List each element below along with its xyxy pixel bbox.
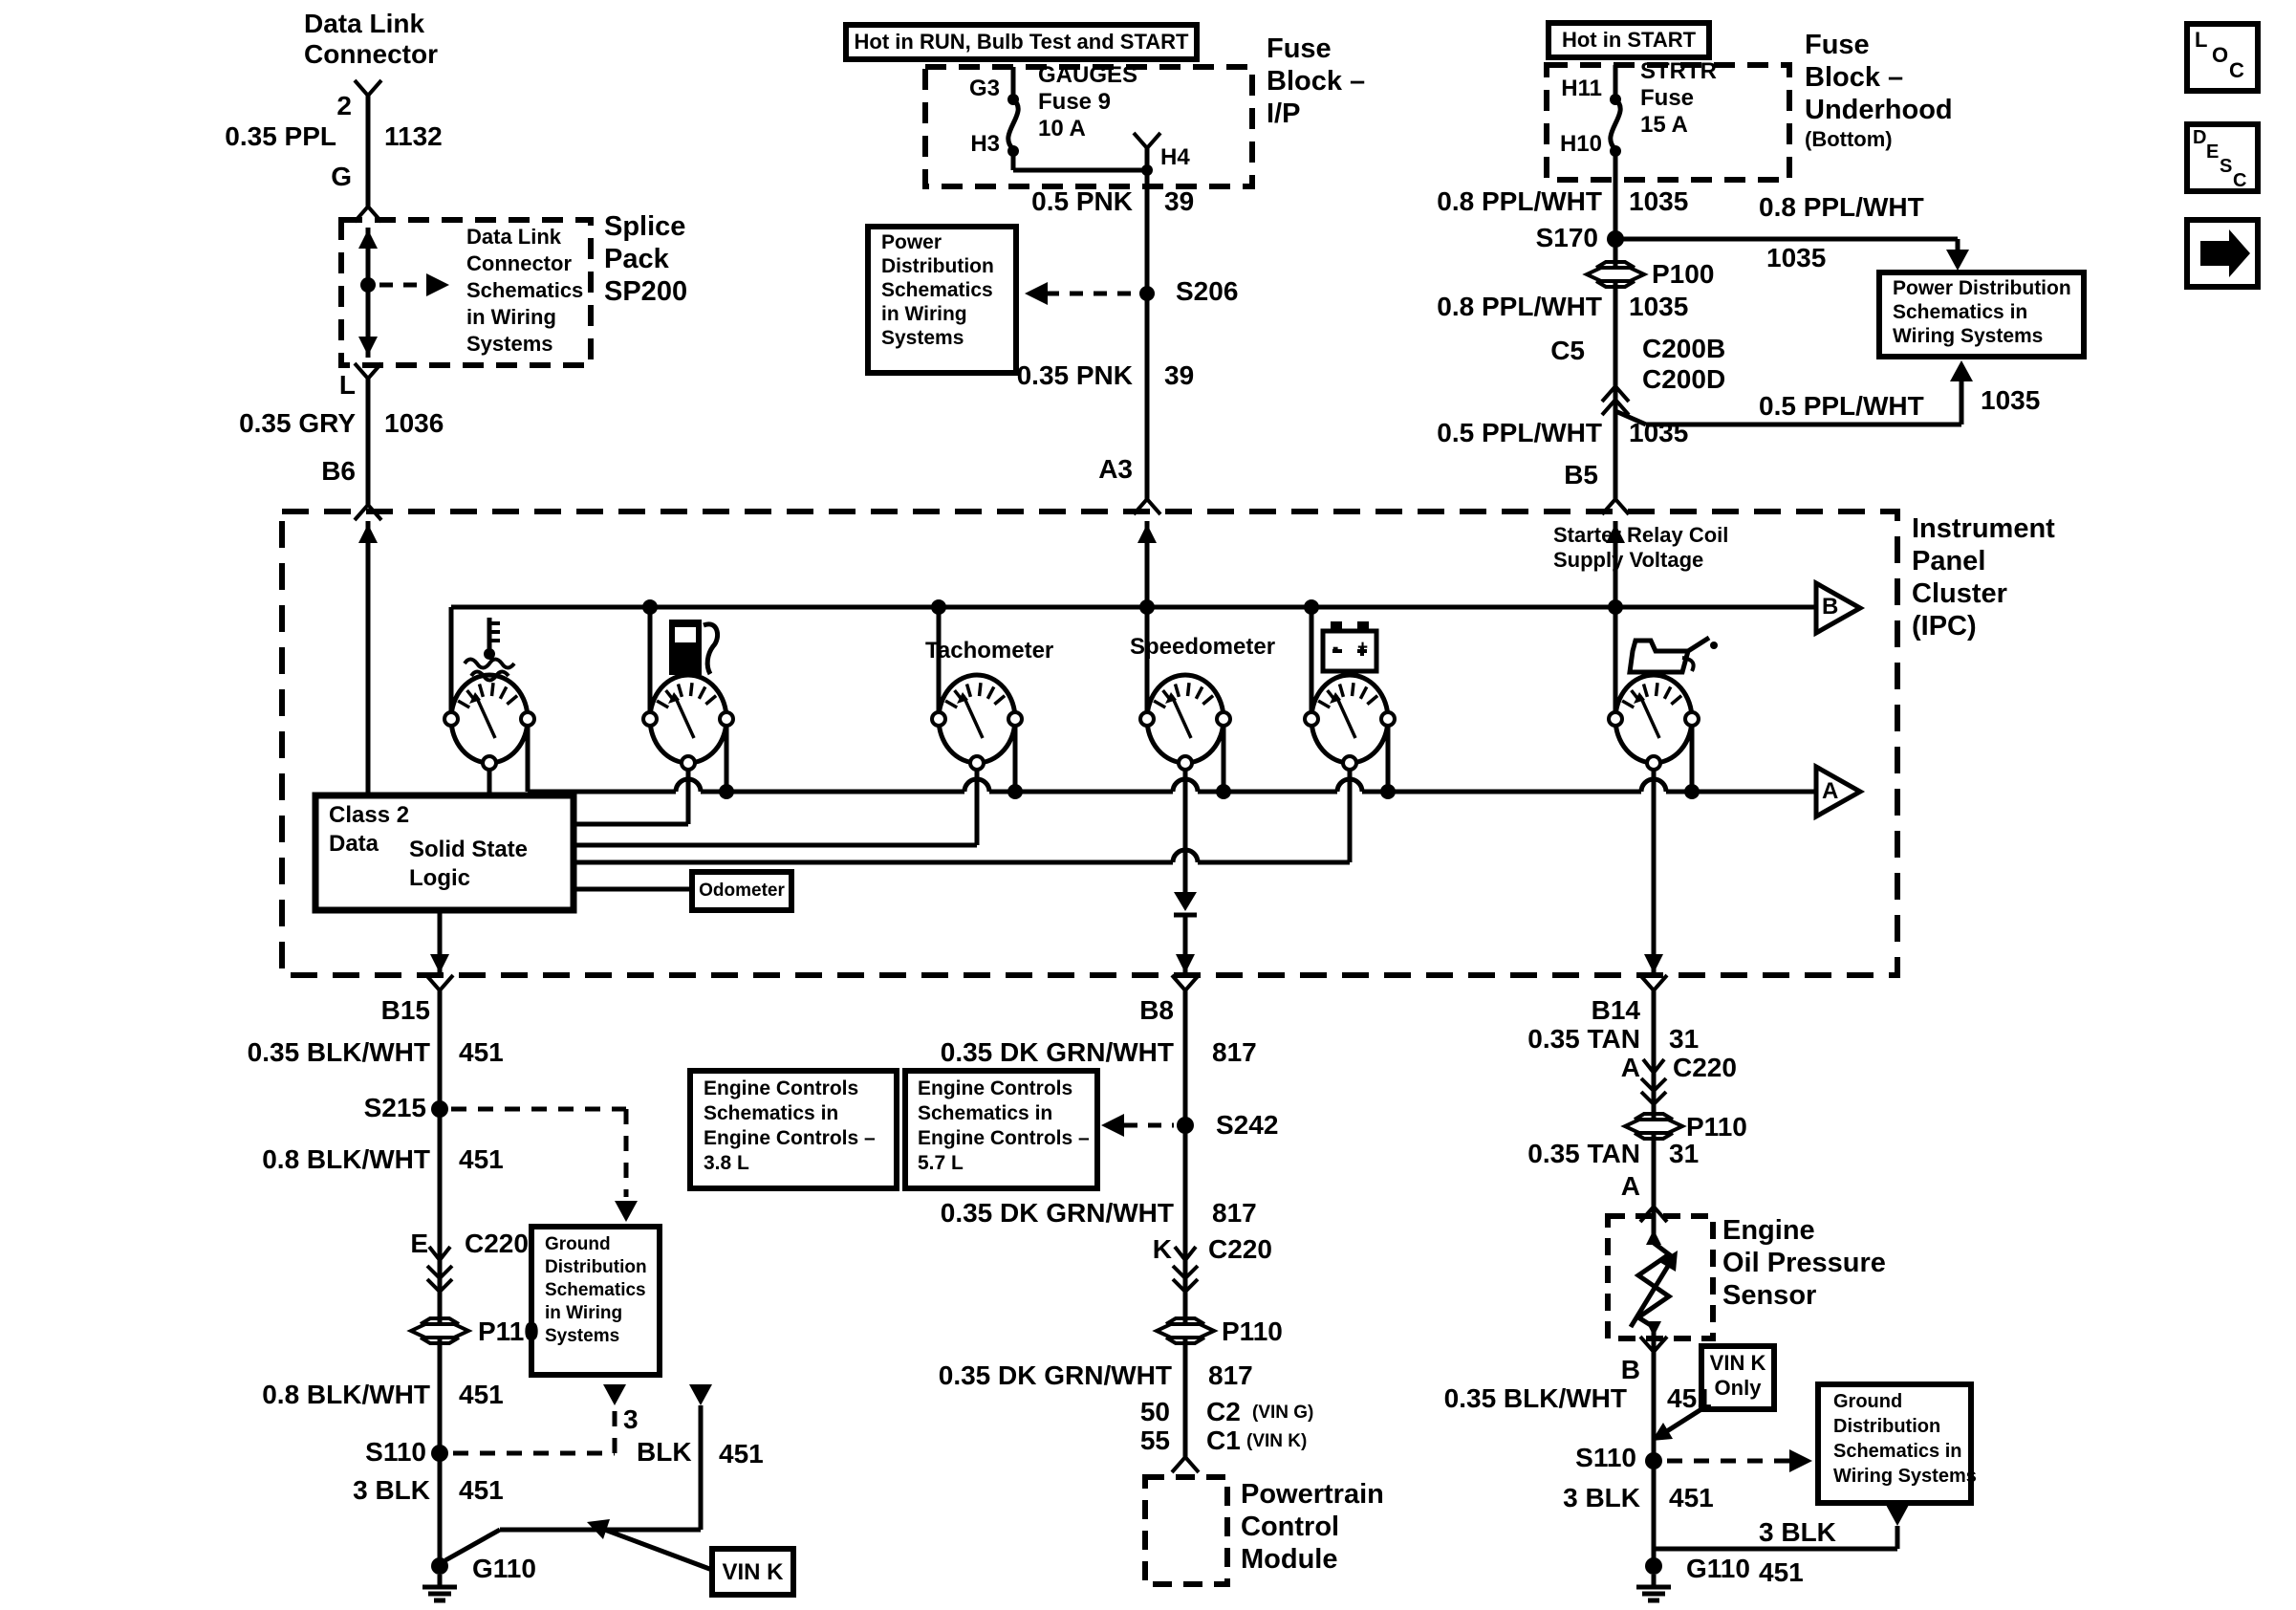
fuel-gauge — [643, 675, 733, 770]
schematic-ref-text: Data Link — [466, 225, 562, 249]
odometer-label: Odometer — [699, 881, 785, 901]
ipc-label: (IPC) — [1912, 611, 1977, 642]
pin-label: E — [410, 1229, 428, 1258]
splice-label: S110 — [365, 1437, 426, 1467]
schematic-ref-text: Power — [881, 231, 942, 253]
schematic-ref-text: in Wiring — [545, 1303, 623, 1323]
schematic-ref-text: Systems — [881, 327, 964, 349]
component-ref-label: Module — [1241, 1544, 1338, 1575]
fuel-pump-icon — [669, 620, 718, 675]
circuit-id-label: 817 — [1212, 1037, 1257, 1067]
circuit-id-label: 451 — [1759, 1557, 1804, 1587]
schematic-ref-text: Schematics in — [704, 1102, 839, 1124]
wire-size-label: 0.35 PNK — [1016, 360, 1133, 390]
schematic-ref-text: Distribution — [1833, 1416, 1941, 1437]
ipc-internals — [315, 521, 1860, 975]
wire-size-label: 0.8 PPL/WHT — [1759, 192, 1924, 222]
component-ref-label: Pack — [604, 244, 669, 274]
schematic-ref-text: Systems — [466, 332, 553, 356]
connector-id-label: C2 — [1206, 1397, 1241, 1426]
splice-label: S206 — [1176, 276, 1239, 306]
pin-label: B8 — [1139, 995, 1174, 1025]
circuit-id-label: 39 — [1164, 186, 1195, 216]
pin-label: A — [1620, 1053, 1640, 1082]
circuit-id-label: 31 — [1669, 1024, 1700, 1054]
vin-note-label: VIN K — [1709, 1351, 1766, 1375]
pin-label: A — [1620, 1171, 1640, 1201]
circuit-id-label: 1036 — [384, 408, 444, 438]
wire-size-label: 0.5 PNK — [1031, 186, 1133, 216]
loc-icon: O — [2212, 43, 2229, 67]
desc-icon: D — [2193, 127, 2207, 148]
connector-id-label: C1 — [1206, 1425, 1241, 1455]
schematic-ref-text: Schematics — [545, 1280, 646, 1300]
circuit-id-label: 1035 — [1629, 186, 1689, 216]
block-label: I/P — [1267, 98, 1301, 129]
component-ref-label: SP200 — [604, 276, 688, 307]
wire-size-label: BLK — [637, 1437, 692, 1467]
pin-label: H11 — [1561, 76, 1602, 101]
circuit-id-label: 451 — [459, 1037, 504, 1067]
wire-size-label: 0.35 DK GRN/WHT — [940, 1037, 1174, 1067]
block-label: Block – — [1267, 66, 1366, 97]
wire-size-label: 3 BLK — [353, 1475, 430, 1505]
splice-label: S170 — [1535, 223, 1598, 252]
schematic-ref-text: Wiring Systems — [1893, 325, 2044, 347]
signal-label: Supply Voltage — [1553, 548, 1704, 572]
connector-id-label: C220 — [465, 1229, 529, 1258]
coolant-temp-icon — [465, 618, 514, 681]
banner-text: Hot in START — [1561, 28, 1697, 52]
schematic-ref-text: Schematics in — [1893, 301, 2028, 323]
schematic-ref-text: Engine Controls — [918, 1077, 1073, 1099]
circuit-id-label: 451 — [1667, 1383, 1712, 1413]
pin-label: C5 — [1550, 336, 1585, 365]
connector-id-label: C200D — [1642, 364, 1726, 394]
circuit-id-label: 451 — [459, 1144, 504, 1174]
circuit-id-label: 1035 — [1766, 243, 1827, 272]
circuit-id-label: 1132 — [384, 121, 443, 151]
fuse-label: GAUGES — [1038, 62, 1138, 88]
schematic-ref-text: Schematics — [466, 278, 584, 302]
wire-size-label: 0.35 TAN — [1527, 1024, 1640, 1054]
connector-id-label: C200B — [1642, 334, 1726, 363]
vin-note-label: Only — [1714, 1376, 1762, 1400]
block-label: Underhood — [1805, 95, 1953, 125]
fuse-label: STRTR — [1640, 58, 1717, 84]
pin-label: B — [1620, 1355, 1640, 1384]
pin-label: H4 — [1160, 144, 1190, 170]
wire-size-label: 0.35 DK GRN/WHT — [940, 1198, 1174, 1228]
class2-data-label: Class 2 — [329, 802, 410, 828]
wire-size-label: 0.8 PPL/WHT — [1437, 292, 1602, 321]
schematic-ref-text: Engine Controls – — [704, 1127, 876, 1149]
schematic-ref-text: Ground — [1833, 1391, 1903, 1412]
signal-label: Starter Relay Coil — [1553, 523, 1729, 547]
vin-note-label: (VIN K) — [1246, 1431, 1308, 1451]
schematic-ref-text: in Wiring — [881, 303, 967, 325]
component-ref-label: Sensor — [1722, 1280, 1817, 1311]
fuse-label: Fuse — [1640, 85, 1695, 111]
wire-size-label: 3 BLK — [1759, 1517, 1836, 1547]
pin-label: K — [1152, 1234, 1172, 1264]
pin-label: 55 — [1139, 1425, 1170, 1455]
schematic-ref-text: Ground — [545, 1234, 611, 1254]
ground-id-label: G110 — [472, 1554, 536, 1583]
circuit-id-label: 1035 — [1981, 385, 2041, 415]
battery-icon — [1323, 621, 1376, 671]
gauge-label: Tachometer — [925, 638, 1054, 664]
dlc-title: Data Link — [304, 9, 425, 38]
schematic-ref-text: in Wiring — [466, 305, 556, 329]
circuit-id-label: 451 — [719, 1439, 764, 1469]
class2-data-label: Data — [329, 831, 379, 857]
schematic-ref-text: 5.7 L — [918, 1152, 964, 1174]
speedometer-gauge — [1140, 675, 1230, 770]
wire-size-label: 0.35 DK GRN/WHT — [938, 1360, 1172, 1390]
schematic-ref-text: Distribution — [545, 1257, 647, 1277]
component-ref-label: Engine — [1722, 1215, 1815, 1246]
block-label: Fuse — [1267, 33, 1332, 64]
pin-label: B15 — [380, 995, 430, 1025]
schematic-ref-text: Wiring Systems — [1833, 1466, 1977, 1487]
pin-label: B14 — [1591, 995, 1640, 1025]
wire-size-label: 0.5 PPL/WHT — [1437, 418, 1602, 447]
wire-size-label: 0.8 BLK/WHT — [262, 1144, 430, 1174]
block-label: Block – — [1805, 62, 1904, 93]
block-label: (Bottom) — [1805, 127, 1893, 151]
ground-id-label: G110 — [1686, 1554, 1750, 1583]
pin-label: B6 — [321, 456, 356, 486]
wire-size-label: 0.8 BLK/WHT — [262, 1380, 430, 1409]
schematic-ref-text: Systems — [545, 1326, 620, 1346]
fuse-label: Fuse 9 — [1038, 89, 1112, 115]
connector-id-label: C220 — [1208, 1234, 1272, 1264]
schematic-ref-text: Distribution — [881, 255, 994, 277]
bus-arrow-letter: A — [1822, 778, 1839, 804]
grommet-label: P110 — [1222, 1316, 1283, 1346]
pin-label: H3 — [970, 131, 1000, 157]
desc-icon: S — [2220, 156, 2233, 177]
component-ref-label: Control — [1241, 1512, 1340, 1542]
banner-text: Hot in RUN, Bulb Test and START — [854, 30, 1189, 54]
pin-label: 2 — [336, 91, 352, 120]
ipc-label: Cluster — [1912, 578, 2007, 609]
dlc-title: Connector — [304, 39, 438, 69]
circuit-id-label: 817 — [1208, 1360, 1253, 1390]
circuit-id-label: 451 — [1669, 1483, 1714, 1512]
desc-icon: C — [2233, 170, 2247, 191]
tachometer-gauge — [932, 675, 1022, 770]
ipc-label: Instrument — [1912, 513, 2055, 544]
splice-label: S242 — [1216, 1110, 1279, 1140]
pin-label: A3 — [1098, 454, 1133, 484]
loc-icon: L — [2195, 28, 2208, 52]
diode-symbol — [1174, 892, 1197, 911]
solid-state-logic-label: Solid State — [409, 837, 529, 862]
block-label: Fuse — [1805, 30, 1870, 60]
circuit-id-label: 31 — [1669, 1139, 1700, 1168]
wire-size-label: 0.35 TAN — [1527, 1139, 1640, 1168]
circuit-id-label: 1035 — [1629, 292, 1689, 321]
component-ref-label: Oil Pressure — [1722, 1248, 1886, 1278]
grommet-label: P110 — [1686, 1112, 1747, 1142]
circuit-id-label: 1035 — [1629, 418, 1689, 447]
schematic-ref-text: Schematics — [881, 279, 993, 301]
schematic-ref-text: Schematics in — [918, 1102, 1053, 1124]
circuit-id-label: 451 — [459, 1475, 504, 1505]
splice-label: S110 — [1575, 1443, 1636, 1472]
oil-pressure-gauge — [1609, 675, 1699, 770]
pin-label: G — [331, 162, 352, 191]
next-page-arrow-icon — [2200, 229, 2250, 277]
wire-size-label: 0.35 BLK/WHT — [1443, 1383, 1627, 1413]
wire-size-label: 3 BLK — [1563, 1483, 1640, 1512]
fuse-label: 10 A — [1038, 116, 1086, 141]
schematic-ref-text: Engine Controls – — [918, 1127, 1090, 1149]
fuse-label: 15 A — [1640, 112, 1688, 138]
component-ref-label: Powertrain — [1241, 1479, 1384, 1510]
connector-id-label: C220 — [1673, 1053, 1737, 1082]
ipc-label: Panel — [1912, 546, 1986, 577]
battery-minus-mark: - — [1332, 638, 1339, 658]
circuit-id-label: 39 — [1164, 360, 1195, 390]
schematic-ref-text: Schematics in — [1833, 1441, 1962, 1462]
vin-note-label: (VIN G) — [1252, 1403, 1314, 1423]
grommet-label: P100 — [1652, 259, 1715, 289]
pin-label: G3 — [968, 76, 1000, 101]
schematic-ref-text: Engine Controls — [704, 1077, 859, 1099]
voltmeter-gauge — [1305, 675, 1395, 770]
circuit-id-label: 817 — [1212, 1198, 1257, 1228]
schematic-ref-text: Power Distribution — [1893, 277, 2071, 299]
grommet-label: P110 — [478, 1316, 539, 1346]
pin-label: H10 — [1559, 131, 1602, 157]
coolant-gauge — [444, 675, 534, 770]
wire-size-label: 3 — [623, 1404, 639, 1434]
vin-note-label: VIN K — [722, 1559, 784, 1585]
wire-size-label: 0.35 PPL — [225, 121, 336, 151]
wire-size-label: 0.35 GRY — [239, 408, 356, 438]
splice-label: S215 — [363, 1093, 426, 1122]
oil-can-icon — [1630, 638, 1718, 672]
schematic-ref-text: Connector — [466, 251, 572, 275]
pin-label: B5 — [1564, 460, 1598, 490]
pcm-box — [1145, 1477, 1227, 1584]
component-ref-label: Splice — [604, 211, 686, 242]
circuit-id-label: 451 — [459, 1380, 504, 1409]
wire-size-label: 0.8 PPL/WHT — [1437, 186, 1602, 216]
wire-size-label: 0.5 PPL/WHT — [1759, 391, 1924, 421]
pin-label: L — [338, 370, 356, 400]
desc-icon: E — [2206, 141, 2220, 163]
solid-state-logic-label: Logic — [409, 865, 470, 891]
wire-size-label: 0.35 BLK/WHT — [247, 1037, 430, 1067]
bus-arrow-letter: B — [1822, 594, 1839, 620]
loc-icon: C — [2229, 58, 2244, 82]
pin-label: 50 — [1139, 1397, 1170, 1426]
battery-plus-mark: + — [1357, 638, 1369, 658]
schematic-ref-text: 3.8 L — [704, 1152, 749, 1174]
gauge-label: Speedometer — [1130, 634, 1276, 660]
